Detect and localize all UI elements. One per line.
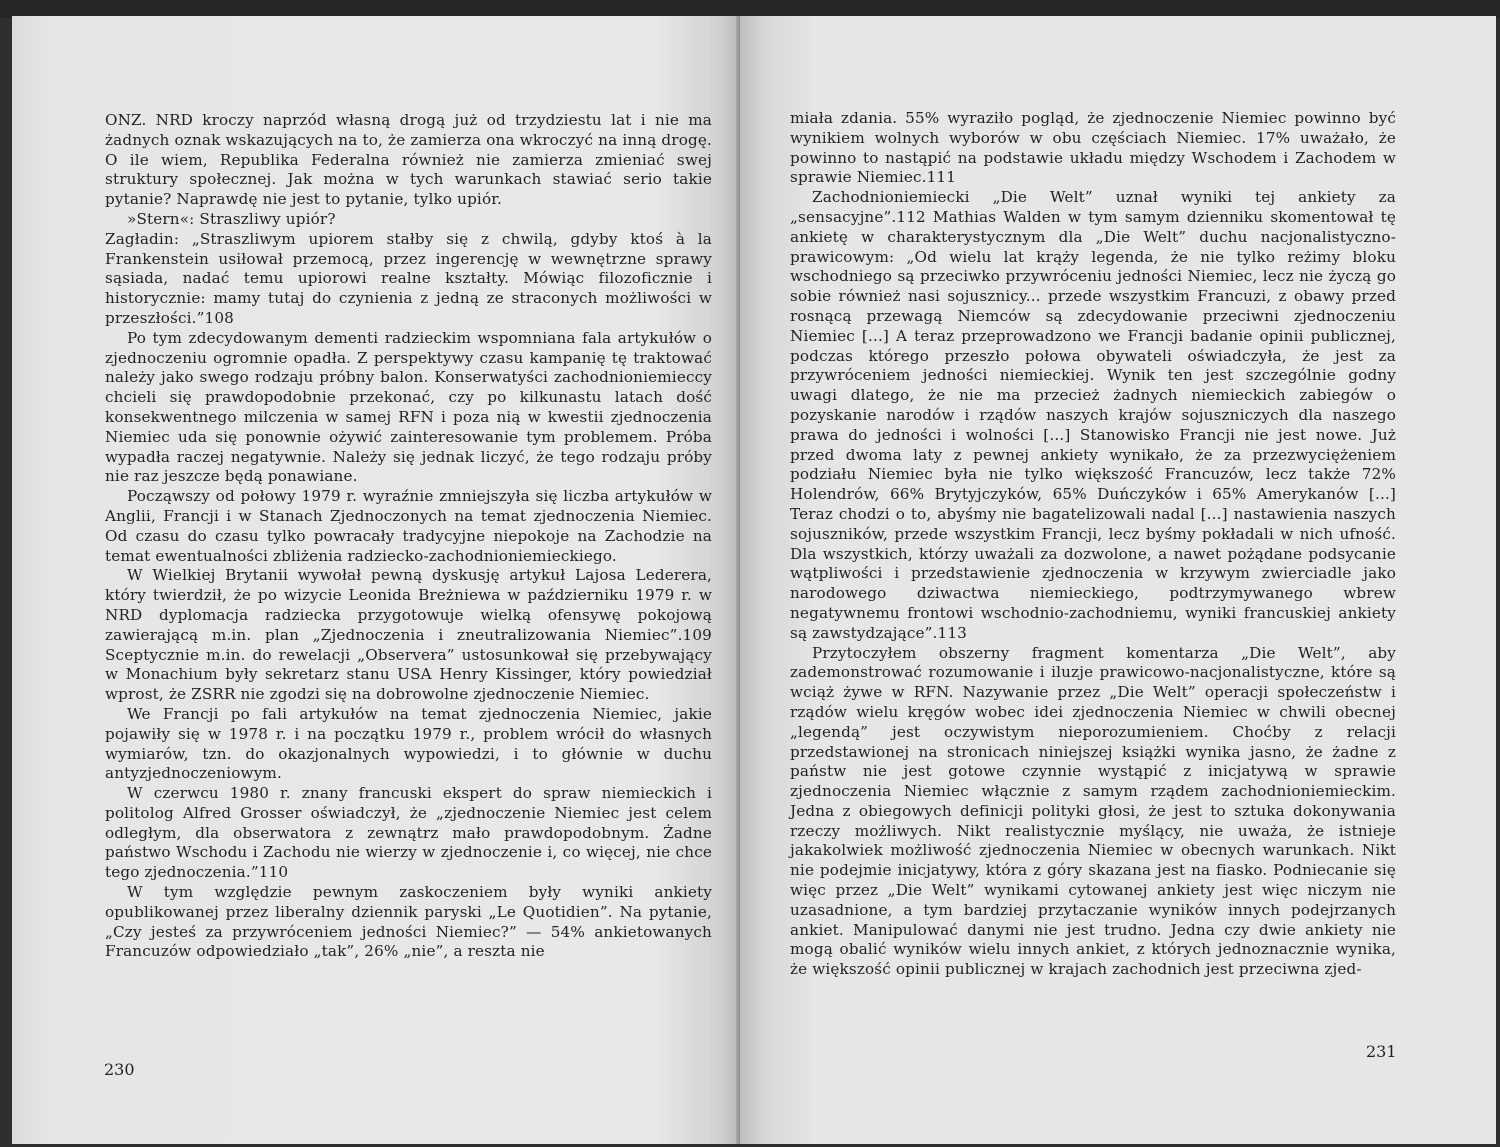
left-page-text xyxy=(105,111,712,962)
paragraph: Zachodnioniemiecki „Die Welt” uznał wyniki tej ankiety za „sensacyjne”.112 Mathias Walden w tym samym dzienniku skomentował tę ankietę w charakterystycznym dla „Die Welt” duchu nacjonalistyczno-prawicowym: „Od wielu lat krąży legenda, że nie tylko reżimy bloku wschodniego są przeciwko przywróceniu jedności Niemiec, lecz nie życzą go sobie również nasi sojusznicy... przede wszystkim Francuzi, z obawy przed rosnącą przewagą Niemców są zdecydowanie przeciwni zjednoczeniu Niemiec [...] A teraz przeprowadzono we Francji badanie opinii publicznej, podczas którego przeszło połowa obywateli oświadczyła, że jest za przywróceniem jedności niemieckiej. Wynik ten jest szczególnie godny uwagi dlatego, że nie ma przecież żadnych niemieckich zabiegów o pozyskanie narodów i rządów naszych krajów sojuszniczych dla naszego prawa do jedności i wolności [...] Stanowisko Francji nie jest nowe. Już przed dwoma laty z pewnej ankiety wynikało, że za przezwyciężeniem podziału Niemiec była nie tylko większość Francuzów, lecz także 72% Holendrów, 66% Brytyjczyków, 65% Duńczyków i 65% Amerykanów [...] Teraz chodzi o to, abyśmy nie bagatelizowali nadal [...] nastawienia naszych sojuszników, przede wszystkim Francji, lecz byśmy pokładali w nich ufność. Dla wszystkich, którzy uważali za dozwolone, a nawet pożądane podsycanie wątpliwości i przedstawienie zjednoczenia w krzywym zwierciadle jako narodowego dziwactwa niemieckiego, podtrzymywanego wbrew negatywnemu frontowi wschodnio-zachodniemu, wyniki francuskiej ankiety są zawstydzające”.113 xyxy=(790,188,1396,642)
paragraph: W czerwcu 1980 r. znany francuski ekspert do spraw niemieckich i politolog Alfred Grosser oświadczył, że „zjednoczenie Niemiec jest celem odległym, dla obserwatora z zewnątrz mało prawdopodobnym. Żadne państwo Wschodu i Zachodu nie wierzy w zjednoczenie i, co więcej, nie chce tego zjednoczenia.”110 xyxy=(105,784,712,882)
page-number-left: 230 xyxy=(104,1060,135,1079)
left-page xyxy=(12,16,740,1144)
page-number-right: 231 xyxy=(1366,1042,1397,1061)
paragraph: We Francji po fali artykułów na temat zjednoczenia Niemiec, jakie pojawiły się w 1978 r. i na początku 1979 r., problem wrócił do własnych wymiarów, tzn. do okazjonalnych wypowiedzi, i to głównie w duchu antyzjednoczeniowym. xyxy=(105,704,712,783)
paragraph: W tym względzie pewnym zaskoczeniem były wyniki ankiety opublikowanej przez liberalny dziennik paryski „Le Quotidien”. Na pytanie, „Czy jesteś za przywróceniem jedności Niemiec?” — 54% ankietowanych Francuzów odpowiedziało „tak”, 26% „nie”, a reszta nie xyxy=(105,883,712,961)
paragraph: miała zdania. 55% wyraziło pogląd, że zjednoczenie Niemiec powinno być wynikiem wolnych wyborów w obu częściach Niemiec. 17% uważało, że powinno to nastąpić na podstawie układu między Wschodem i Zachodem w sprawie Niemiec.111 xyxy=(790,109,1396,187)
paragraph: Zagładin: „Straszliwym upiorem stałby się z chwilą, gdyby ktoś à la Frankenstein usiłował przemocą, przez ingerencję w wewnętrzne sprawy sąsiada, nadać temu upiorowi realne kształty. Mówiąc filozoficznie i historycznie: mamy tutaj do czynienia z jedną ze straconych możliwości w przeszłości.”108 xyxy=(105,229,712,327)
right-page xyxy=(740,16,1496,1144)
paragraph: Przytoczyłem obszerny fragment komentarza „Die Welt”, aby zademonstrować rozumowanie i iluzje prawicowo-nacjonalistyczne, które są wciąż żywe w RFN. Nazywanie przez „Die Welt” operacji społeczeństw i rządów wielu kręgów wobec idei zjednoczenia Niemiec w chwili obecnej „legendą” jest oczywistym nieporozumieniem. Choćby z relacji przedstawionej na stronicach niniejszej książki wynika jasno, że żadne z państw nie jest gotowe czynnie wystąpić z inicjatywą w sprawie zjednoczenia Niemiec włącznie z samym rządem zachodnioniemieckim. Jedna z obiegowych definicji polityki głosi, że jest to sztuka dokonywania rzeczy możliwych. Nikt realistycznie myślący, nie uważa, że istnieje jakakolwiek możliwość zjednoczenia Niemiec w obecnych warunkach. Nikt nie podejmie inicjatywy, która z góry skazana jest na fiasko. Podniecanie się więc przez „Die Welt” wynikami cytowanej ankiety jest więc niczym nie uzasadnione, a tym bardziej przytaczanie wyników innych podejrzanych ankiet. Manipulować danymi nie jest trudno. Jedna czy dwie ankiety nie mogą obalić wyników wielu innych ankiet, z których jednoznacznie wynika, że większość opinii publicznej w krajach zachodnich jest przeciwna zjed- xyxy=(790,643,1396,979)
paragraph: »Stern«: Straszliwy upiór? xyxy=(127,209,336,228)
paragraph: Po tym zdecydowanym dementi radzieckim wspomniana fala artykułów o zjednoczeniu ogromnie opadła. Z perspektywy czasu kampanię tę traktować należy jako swego rodzaju próbny balon. Konserwatyści zachodnioniemieccy chcieli się prawdopodobnie przekonać, czy po kilkunastu latach dość konsekwentnego milczenia w samej RFN i poza nią w kwestii zjednoczenia Niemiec uda się ponownie ożywić zainteresowanie tym problemem. Próba wypadła raczej negatywnie. Należy się jednak liczyć, że tego rodzaju próby nie raz jeszcze będą ponawiane. xyxy=(105,328,712,486)
paragraph: Począwszy od połowy 1979 r. wyraźnie zmniejszyła się liczba artykułów w Anglii, Francji i w Stanach Zjednoczonych na temat zjednoczenia Niemiec. Od czasu do czasu tylko powracały tradycyjne niepokoje na Zachodzie na temat ewentualności zbliżenia radziecko-zachodnioniemieckiego. xyxy=(105,487,712,565)
paragraph: ONZ. NRD kroczy naprzód własną drogą już od trzydziestu lat i nie ma żadnych oznak wskazujących na to, że zamierza ona wkroczyć na inną drogę. O ile wiem, Republika Federalna również nie zamierza zmieniać swej struktury społecznej. Jak można w tych warunkach stawiać serio takie pytanie? Naprawdę nie jest to pytanie, tylko upiór. xyxy=(105,111,712,209)
right-page-text xyxy=(790,109,1396,980)
paragraph: W Wielkiej Brytanii wywołał pewną dyskusję artykuł Lajosa Lederera, który twierdził, że po wizycie Leonida Breżniewa w październiku 1979 r. w NRD dyplomacja radziecka przygotowuje wielką ofensywę pokojową zawierającą m.in. plan „Zjednoczenia i zneutralizowania Niemiec”.109 Sceptycznie m.in. do rewelacji „Observera” ustosunkował się przebywający w Monachium były sekretarz stanu USA Henry Kissinger, który powiedział wprost, że ZSRR nie zgodzi się na dobrowolne zjednoczenie Niemiec. xyxy=(105,566,712,704)
